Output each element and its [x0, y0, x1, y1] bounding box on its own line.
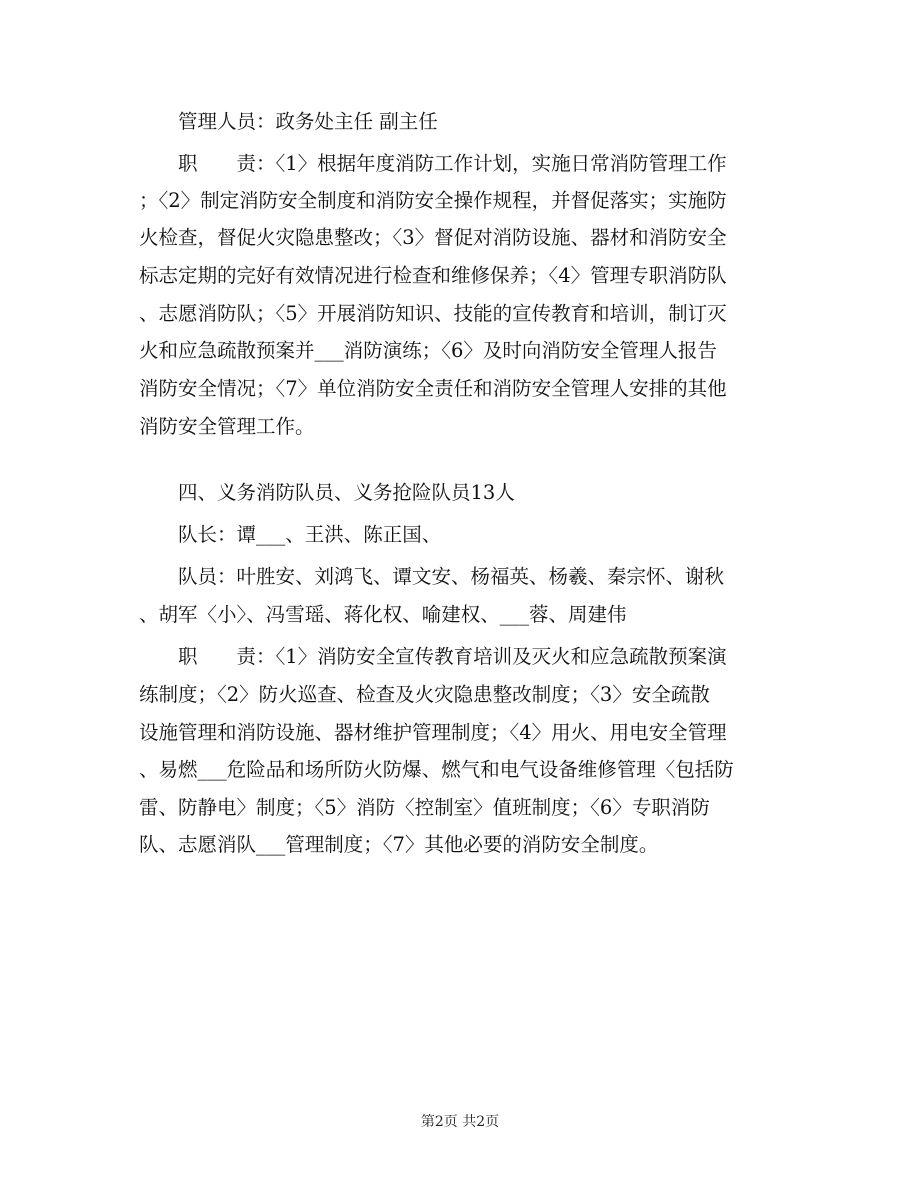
section-heading: 四、义务消防队员、义务抢险队员13人: [139, 481, 515, 504]
body-text-line: 、胡军〈小〉、冯雪瑶、蒋化权、喻建权、___蓉、周建伟: [139, 603, 627, 626]
body-text-line: 消防安全管理工作。: [139, 415, 315, 438]
body-text-line: 练制度；〈2〉防火巡查、检查及火灾隐患整改制度；〈3〉安全疏散: [139, 683, 710, 706]
body-text-line: 标志定期的完好有效情况进行检查和维修保养；〈4〉管理专职消防队: [139, 264, 727, 287]
body-text-line: 职 责：〈1〉消防安全宣传教育培训及灭火和应急疏散预案演: [139, 645, 727, 668]
body-text-line: ；〈2〉制定消防安全制度和消防安全操作规程，并督促落实；实施防: [139, 189, 727, 212]
body-text-line: 雷、防静电〉制度；〈5〉消防〈控制室〉值班制度；〈6〉专职消防: [139, 796, 710, 819]
body-text-line: 管理人员：政务处主任 副主任: [139, 110, 438, 133]
page-number-footer: 第2页 共2页: [420, 1114, 500, 1130]
body-text-line: 队、志愿消队___管理制度；〈7〉其他必要的消防安全制度。: [139, 833, 659, 856]
body-text-line: 火和应急疏散预案并___消防演练；〈6〉及时向消防安全管理人报告: [139, 339, 717, 362]
body-text-line: 队员：叶胜安、刘鸿飞、谭文安、杨福英、杨羲、秦宗怀、谢秋: [139, 565, 725, 588]
body-text-line: 消防安全情况；〈7〉单位消防安全责任和消防安全管理人安排的其他: [139, 377, 727, 400]
body-text-line: 、志愿消防队；〈5〉开展消防知识、技能的宣传教育和培训，制订灭: [139, 302, 727, 325]
body-text-line: 队长：谭___、王洪、陈正国、: [139, 523, 442, 546]
body-text-line: 职 责：〈1〉根据年度消防工作计划，实施日常消防管理工作: [139, 152, 727, 175]
body-text-line: 设施管理和消防设施、器材维护管理制度；〈4〉用火、用电安全管理: [139, 721, 727, 744]
body-text-line: 、易燃___危险品和场所防火防爆、燃气和电气设备维修管理〈包括防: [139, 758, 734, 781]
body-text-line: 火检查，督促火灾隐患整改；〈3〉督促对消防设施、器材和消防安全: [139, 226, 727, 249]
